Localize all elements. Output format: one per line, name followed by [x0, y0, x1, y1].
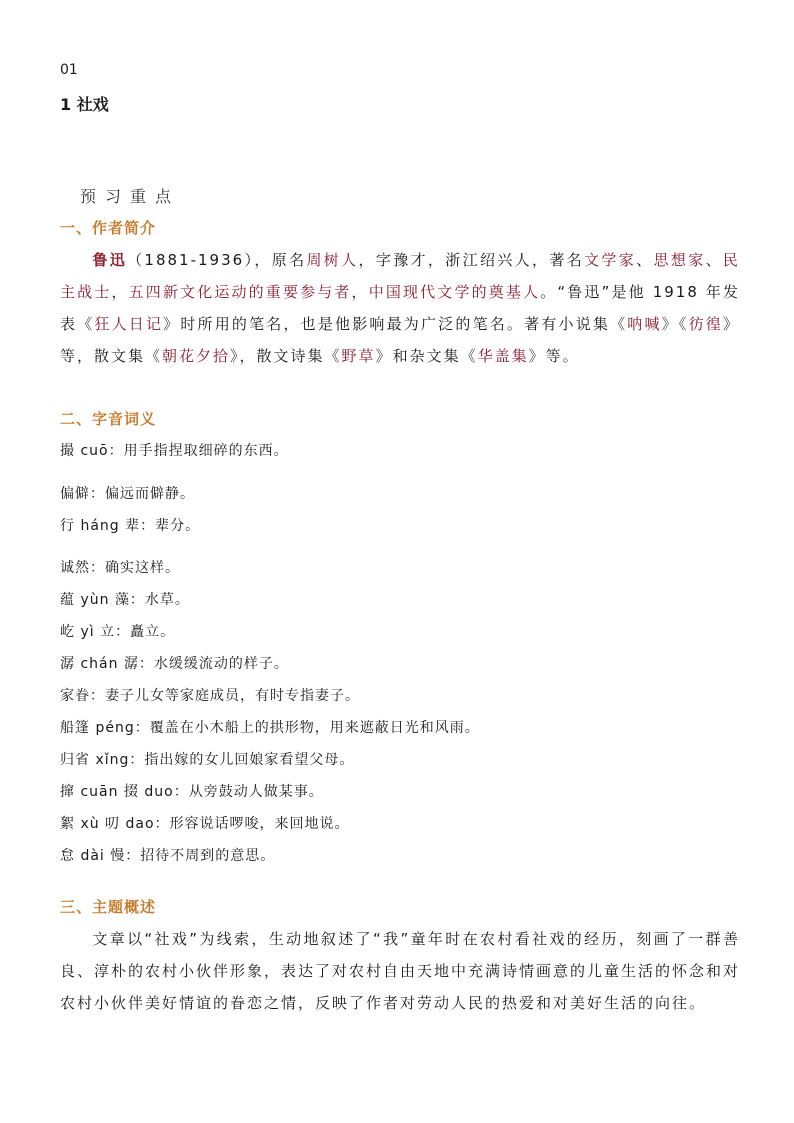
author-text-segment: 》时所用的笔名，也是他影响最为广泛的笔名。著有小说集《 [163, 315, 628, 333]
author-text-segment: 呐喊 [627, 315, 662, 333]
author-text-segment: 中国现代文学的奠基人 [368, 283, 541, 301]
author-text-segment: （1881-1936），原名 [127, 251, 307, 269]
author-text-segment: 》，散文诗集《 [230, 347, 342, 365]
vocab-item: 诚然：确实这样。 [60, 560, 180, 576]
vocab-item: 归省 xǐng：指出嫁的女儿回娘家看望父母。 [60, 752, 355, 768]
vocab-item: 行 háng 辈：辈分。 [60, 518, 201, 534]
section-heading-theme: 三、主题概述 [60, 898, 157, 916]
author-text-segment: 文学家 [584, 251, 637, 269]
vocab-item: 偏僻：偏远而僻静。 [60, 486, 195, 502]
author-text-segment: 狂人日记 [94, 315, 164, 333]
theme-text: 文章以“社戏”为线索，生动地叙述了“我”童年时在农村看社戏的经历，刻画了一群善良、淳朴的农村小伙伴形象，表达了对农村自由天地中充满诗情画意的儿童生活的怀念和对农村小伙伴美好情谊的眷恋之情，反映了作者对劳动人民的热爱和对美好生活的向往。 [60, 930, 741, 1012]
vocab-item: 屹 yì 立：矗立。 [60, 624, 176, 640]
author-text-segment: 》等。 [528, 347, 580, 365]
section-heading-author: 一、作者简介 [60, 219, 157, 237]
vocab-item: 絮 xù 叨 dao：形容说话啰唆，来回地说。 [60, 816, 350, 832]
author-text-segment: ， [351, 283, 369, 301]
author-text-segment: 朝花夕拾 [162, 347, 231, 365]
author-text-segment: 。“鲁迅”是他 1918 年发表《 [60, 283, 740, 333]
author-text-segment: 周树人 [306, 251, 359, 269]
author-text-segment: 野草 [341, 347, 376, 365]
author-text-segment: 》和杂文集《 [375, 347, 478, 365]
vocab-item: 撮 cuō：用手指捏取细碎的东西。 [60, 443, 289, 459]
author-text-segment: 思想家 [653, 251, 706, 269]
theme-paragraph [60, 923, 740, 1019]
author-text-segment: 、 [636, 251, 654, 269]
author-text-segment: 民主战士 [60, 251, 740, 301]
lesson-title: 1 社戏 [60, 95, 109, 114]
vocab-item: 蕴 yùn 藻：水草。 [60, 592, 190, 608]
lesson-number: 01 [60, 62, 78, 78]
author-text-segment: 鲁迅 [92, 251, 128, 269]
author-text-segment: 、 [705, 251, 723, 269]
vocab-item: 家眷：妻子儿女等家庭成员，有时专指妻子。 [60, 688, 360, 704]
author-text-segment: ，字豫才，浙江绍兴人，著名 [358, 251, 585, 269]
section-subtitle: 预习重点 [80, 187, 181, 206]
author-paragraph [60, 244, 740, 372]
section-heading-vocab: 二、字音词义 [60, 410, 157, 428]
author-text-segment: 华盖集 [477, 347, 529, 365]
vocab-item: 怠 dài 慢：招待不周到的意思。 [60, 848, 276, 864]
vocab-item: 潺 chán 潺：水缓缓流动的样子。 [60, 656, 289, 672]
vocab-item: 船篷 péng：覆盖在小木船上的拱形物，用来遮蔽日光和风雨。 [60, 720, 480, 736]
author-text-segment: 》《 [661, 315, 689, 333]
author-text-segment: 彷徨 [688, 315, 723, 333]
vocab-item: 撺 cuān 掇 duo：从旁鼓动人做某事。 [60, 784, 324, 800]
author-text-segment: 五四新文化运动的重要参与者 [128, 283, 352, 301]
author-text-segment: ， [111, 283, 129, 301]
author-text-segment: 》等，散文集《 [60, 315, 740, 365]
